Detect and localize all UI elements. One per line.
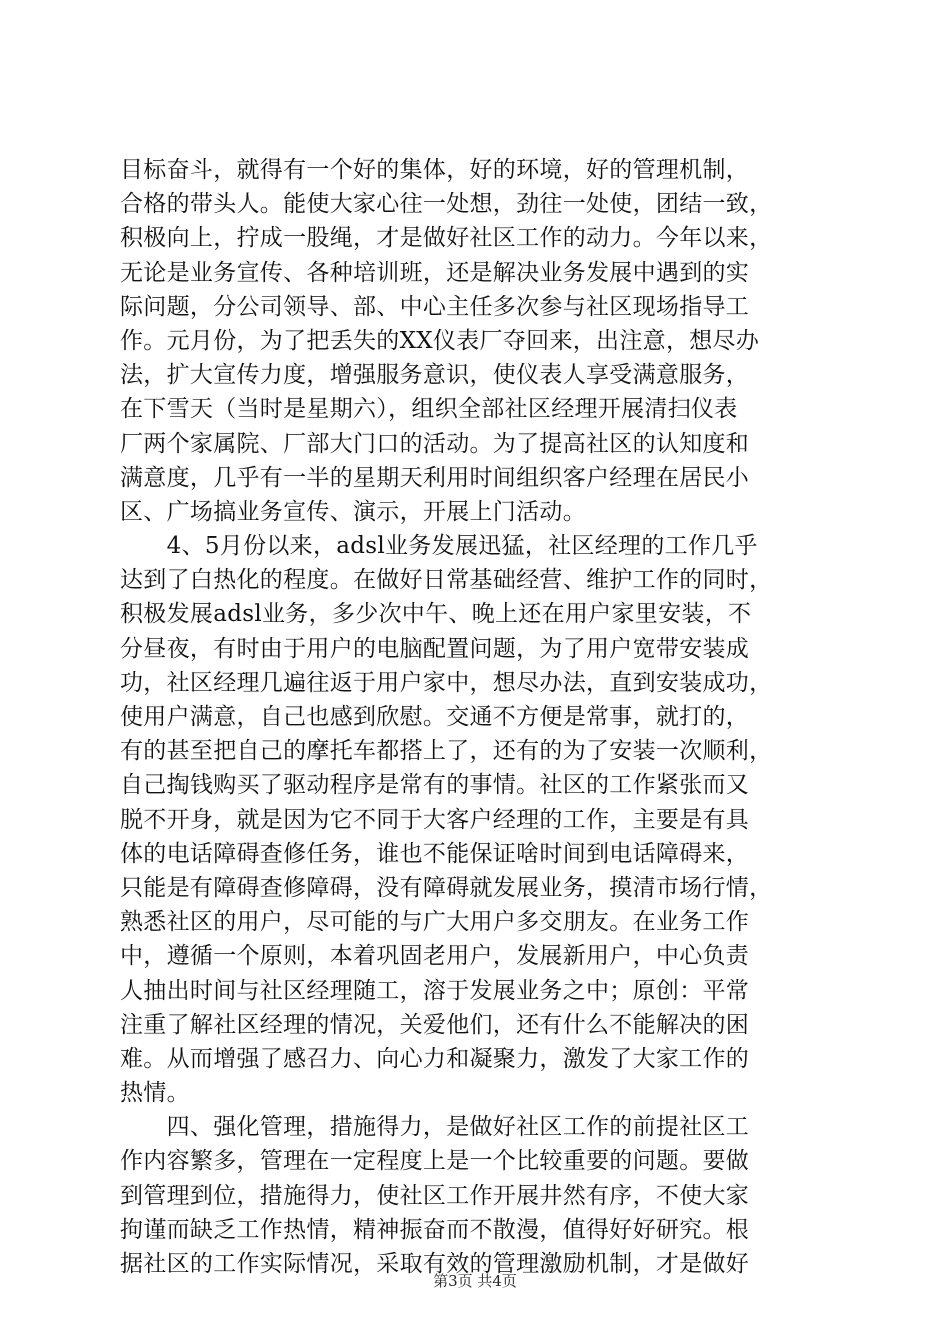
page-footer: 第3页 共4页 — [433, 1272, 517, 1290]
text-line: 只能是有障碍查修障碍，没有障碍就发展业务，摸清市场行情， — [120, 874, 773, 901]
text-line: 自己掏钱购买了驱动程序是常有的事情。社区的工作紧张而又 — [120, 772, 750, 799]
text-line: 功，社区经理几遍往返于用户家中，想尽办法，直到安装成功， — [120, 669, 773, 696]
text-line: 熟悉社区的用户，尽可能的与广大用户多交朋友。在业务工作 — [120, 909, 750, 936]
text-line: 作。元月份，为了把丢失的XX仪表厂夺回来，出注意，想尽办 — [120, 327, 760, 354]
text-line: 有的甚至把自己的摩托车都搭上了，还有的为了安装一次顺利， — [120, 738, 773, 765]
text-line: 分昼夜，有时由于用户的电脑配置问题，为了用户宽带安装成 — [120, 635, 750, 662]
text-line: 注重了解社区经理的情况，关爱他们，还有什么不能解决的困 — [120, 1011, 750, 1038]
text-line: 难。从而增强了感召力、向心力和凝聚力，激发了大家工作的 — [120, 1045, 750, 1072]
text-line: 体的电话障碍查修任务，谁也不能保证啥时间到电话障碍来， — [120, 840, 750, 867]
text-line: 合格的带头人。能使大家心往一处想，劲往一处使，团结一致， — [120, 191, 773, 218]
text-line: 4、5月份以来，adsl业务发展迅猛，社区经理的工作几乎 — [120, 533, 758, 560]
text-line: 际问题，分公司领导、部、中心主任多次参与社区现场指导工 — [120, 293, 750, 320]
text-line: 无论是业务宣传、各种培训班，还是解决业务发展中遇到的实 — [120, 259, 750, 286]
text-line: 热情。 — [120, 1080, 190, 1107]
text-line: 作内容繁多，管理在一定程度上是一个比较重要的问题。要做 — [120, 1148, 750, 1175]
text-line: 法，扩大宣传力度，增强服务意识，使仪表人享受满意服务， — [120, 362, 750, 389]
text-line: 区、广场搞业务宣传、演示，开展上门活动。 — [120, 498, 586, 525]
text-line: 积极向上，拧成一股绳，才是做好社区工作的动力。今年以来， — [120, 225, 773, 252]
text-line: 厂两个家属院、厂部大门口的活动。为了提高社区的认知度和 — [120, 430, 750, 457]
text-line: 拘谨而缺乏工作热情，精神振奋而不散漫，值得好好研究。根 — [120, 1216, 750, 1243]
text-line: 到管理到位，措施得力，使社区工作开展井然有序，不使大家 — [120, 1182, 750, 1209]
text-line: 四、强化管理，措施得力，是做好社区工作的前提社区工 — [120, 1114, 750, 1141]
body-text — [120, 153, 832, 1281]
text-line: 在下雪天（当时是星期六），组织全部社区经理开展清扫仪表 — [120, 396, 738, 423]
text-line: 脱不开身，就是因为它不同于大客户经理的工作，主要是有具 — [120, 806, 750, 833]
text-line: 使用户满意，自己也感到欣慰。交通不方便是常事，就打的， — [120, 704, 750, 730]
text-line: 目标奋斗，就得有一个好的集体，好的环境，好的管理机制， — [120, 157, 750, 183]
text-line: 中，遵循一个原则，本着巩固老用户，发展新用户，中心负责 — [120, 943, 750, 970]
text-line: 满意度，几乎有一半的星期天利用时间组织客户经理在居民小 — [120, 464, 750, 491]
text-line: 据社区的工作实际情况，采取有效的管理激励机制，才是做好 — [120, 1251, 750, 1277]
text-line: 达到了白热化的程度。在做好日常基础经营、维护工作的同时， — [120, 567, 773, 594]
text-line: 积极发展adsl业务，多少次中午、晚上还在用户家里安装，不 — [120, 601, 752, 628]
text-line: 人抽出时间与社区经理随工，溶于发展业务之中；原创：平常 — [120, 977, 750, 1004]
